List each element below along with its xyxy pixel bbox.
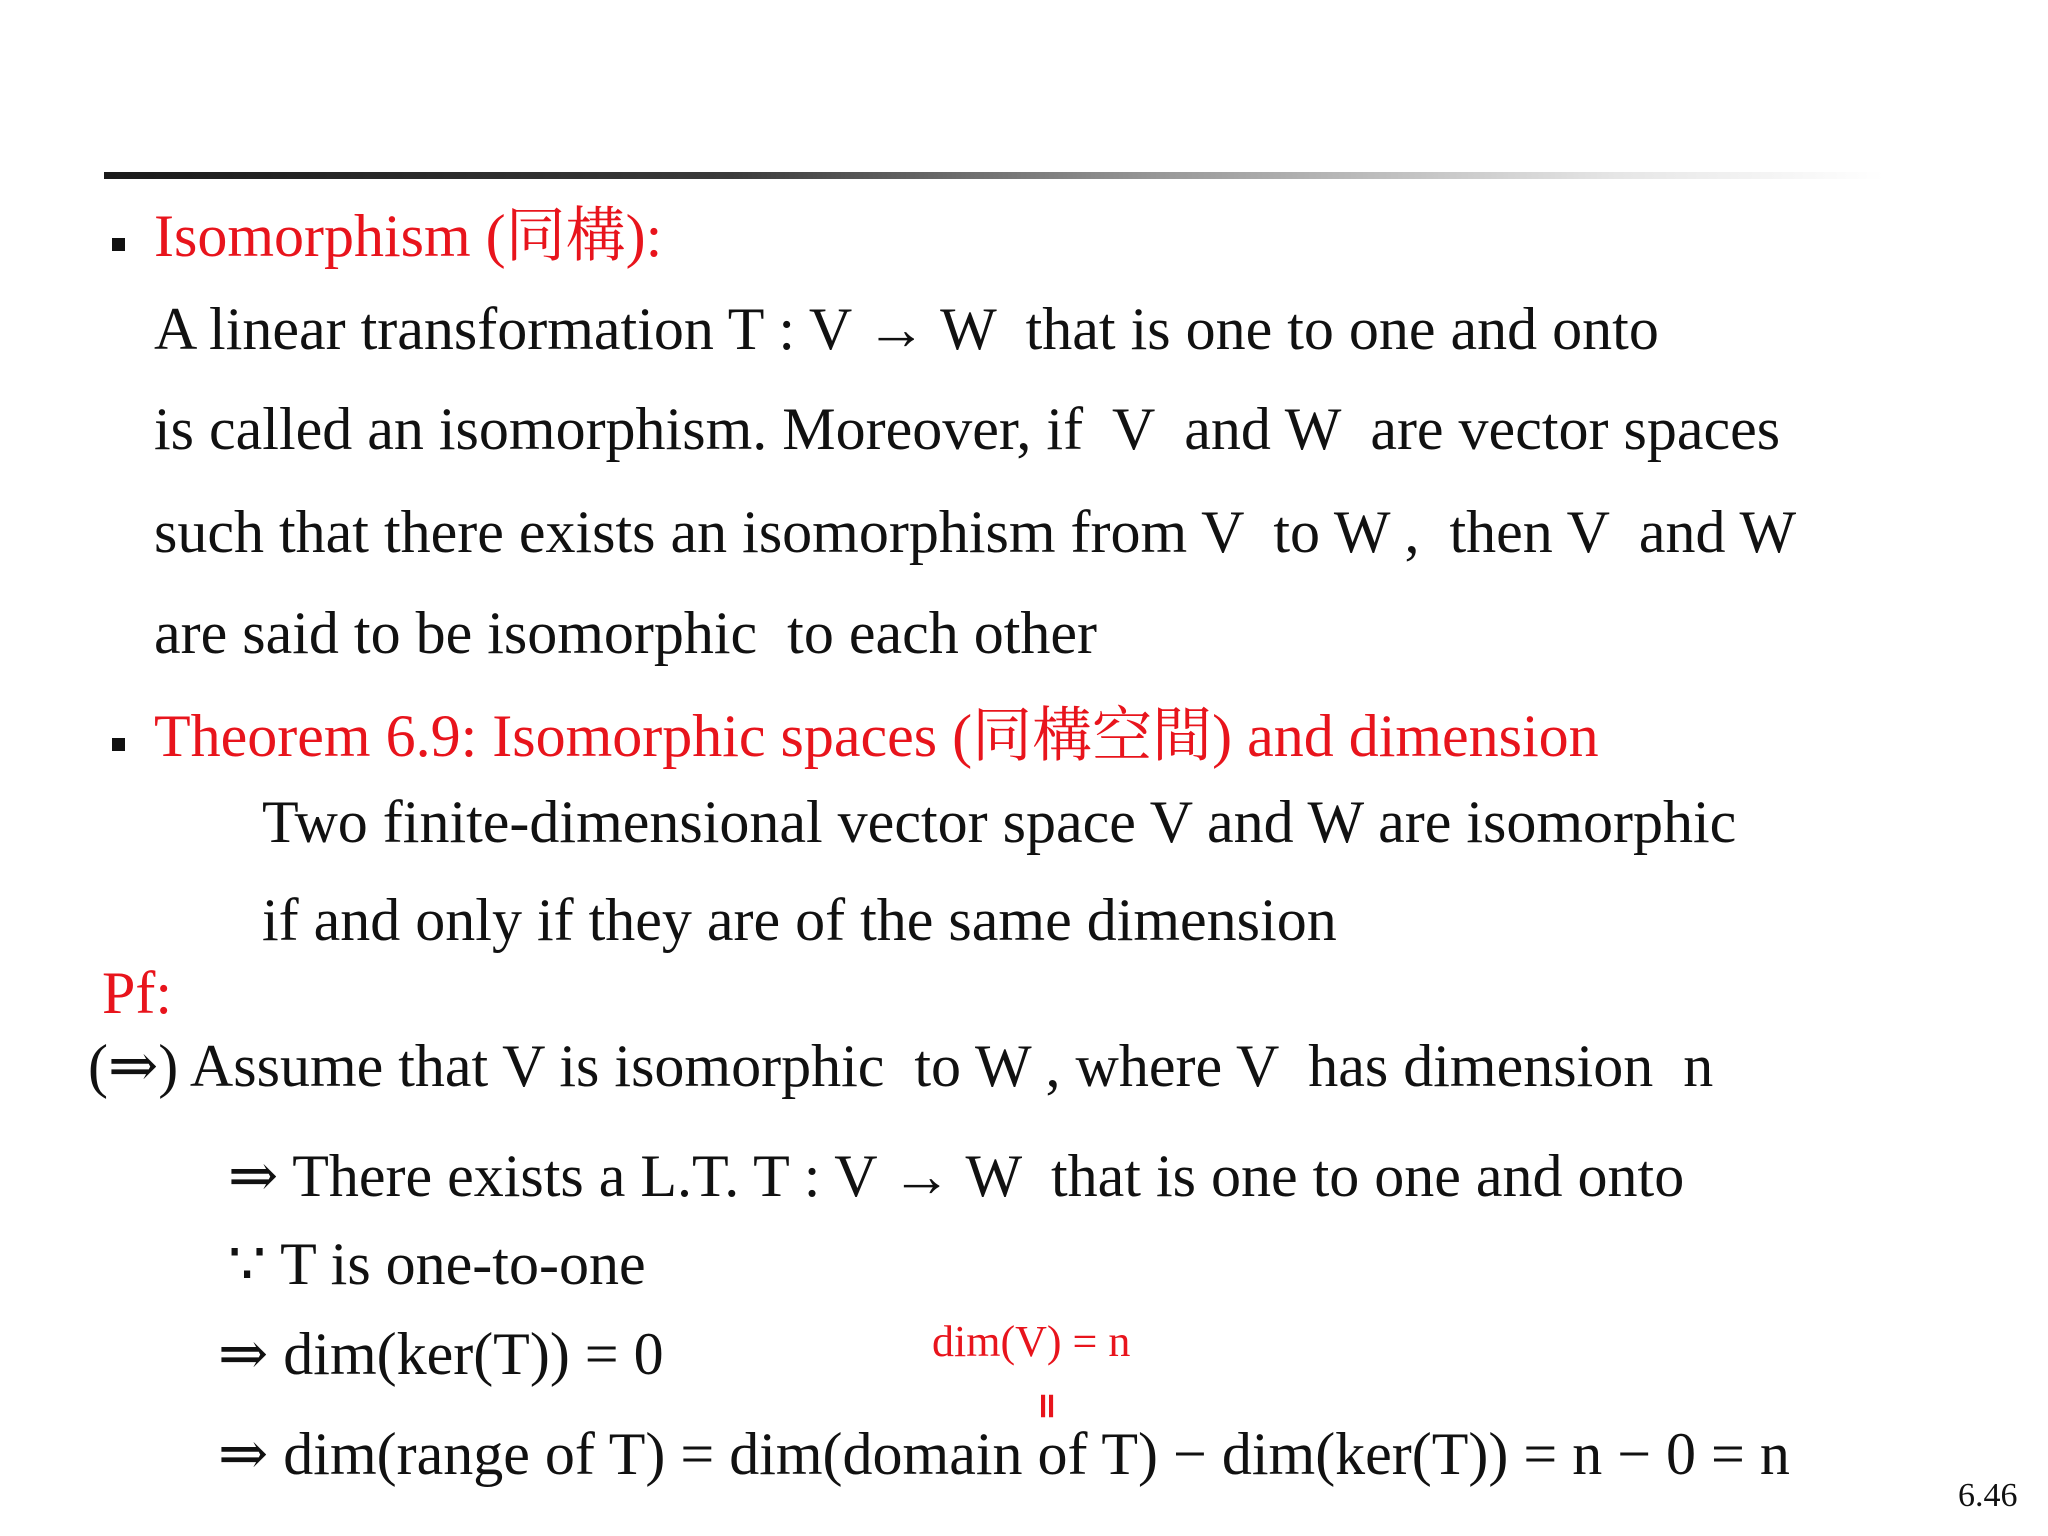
top-divider <box>104 172 1884 179</box>
proof-line-2: ⇒ There exists a L.T. T : V → W that is one to one and onto <box>228 1143 1685 1209</box>
proof-line-3: ∵ T is one-to-one <box>228 1231 646 1297</box>
definition-line-2: is called an isomorphism. Moreover, if V and W are vector spaces <box>154 396 1781 462</box>
proof-line-5: ⇒ dim(range of T) = dim(domain of T) − dim(ker(T)) = n − 0 = n <box>218 1421 1790 1487</box>
proof-line-1: (⇒) Assume that V is isomorphic to W , where V has dimension n <box>88 1033 1714 1099</box>
theorem-line-1: Two finite-dimensional vector space V and W are isomorphic <box>262 789 1737 855</box>
heading-isomorphism: Isomorphism (同構): <box>154 203 663 269</box>
proof-label: Pf: <box>102 960 173 1026</box>
bullet-icon <box>112 238 125 251</box>
proof-line-4: ⇒ dim(ker(T)) = 0 <box>218 1321 664 1387</box>
bullet-icon <box>112 738 125 751</box>
page-number: 6.46 <box>1958 1477 2018 1514</box>
definition-line-3: such that there exists an isomorphism from V to W , then V and W <box>154 499 1797 565</box>
equals-annotation-symbol: = <box>1027 1390 1069 1422</box>
dimension-annotation: dim(V) = n <box>932 1317 1131 1366</box>
theorem-line-2: if and only if they are of the same dimension <box>262 887 1337 953</box>
heading-theorem: Theorem 6.9: Isomorphic spaces (同構空間) and dimension <box>154 703 1599 769</box>
definition-line-1: A linear transformation T : V → W that is one to one and onto <box>154 296 1659 362</box>
definition-line-4: are said to be isomorphic to each other <box>154 600 1098 666</box>
